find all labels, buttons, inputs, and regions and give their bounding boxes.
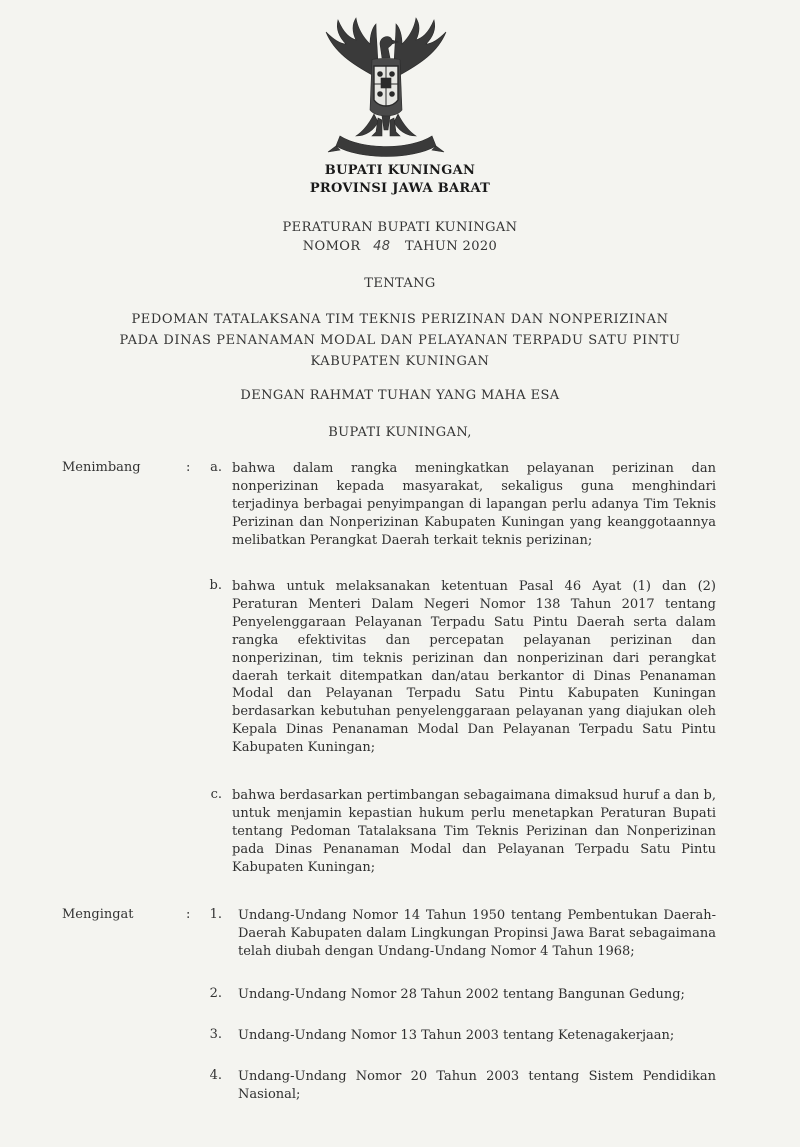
mengingat-colon: : [186, 907, 191, 922]
mengingat-item-1: Undang-Undang Nomor 14 Tahun 1950 tentang Pembentukan Daerah-Daerah Kabupaten dalam Lingkungan Propinsi Jawa Barat sebagaimana telah diubah dengan Undang-Undang Nomor 4 Tahun 1968; [238, 908, 716, 959]
about-heading: TENTANG [364, 276, 436, 291]
authority-heading: BUPATI KUNINGAN [324, 163, 476, 178]
mengingat-label: Mengingat [62, 907, 134, 922]
menimbang-item-a: bahwa dalam rangka meningkatkan pelayanan perizinan dan nonperizinan kepada masyarakat, sekaligus guna menghindari terjadinya berbagai penyimpangan di lapangan perlu adanya Tim Teknis Perizinan dan Nonperizinan Kabupaten Kuningan yang keanggotaannya melibatkan Perangkat Daerah terkait teknis perizinan; [232, 461, 716, 548]
mengingat-item-4: Undang-Undang Nomor 20 Tahun 2003 tentang Sistem Pendidikan Nasional; [238, 1069, 716, 1102]
menimbang-label: Menimbang [62, 460, 141, 475]
authority-comma-line: BUPATI KUNINGAN, [328, 425, 472, 440]
mengingat-mark-3: 3. [209, 1027, 222, 1042]
mengingat-mark-4: 4. [209, 1068, 222, 1083]
handwritten-number: 48 [373, 239, 391, 254]
menimbang-mark-b: b. [209, 578, 222, 593]
mengingat-item-2: Undang-Undang Nomor 28 Tahun 2002 tentang Bangunan Gedung; [238, 987, 685, 1002]
mengingat-item-3: Undang-Undang Nomor 13 Tahun 2003 tentang Ketenagakerjaan; [238, 1028, 675, 1043]
menimbang-colon: : [186, 460, 191, 475]
blessing-line: DENGAN RAHMAT TUHAN YANG MAHA ESA [240, 388, 560, 403]
menimbang-item-b: bahwa untuk melaksanakan ketentuan Pasal 46 Ayat (1) dan (2) Peraturan Menteri Dalam Negeri Nomor 138 Tahun 2017 tentang Penyelenggaraan Pelayanan Terpadu Satu Pintu Daerah serta dalam rangka efektivitas dan percepatan pelayanan perizinan dan nonperizinan, tim teknis perizinan dan nonperizinan dari perangkat daerah terkait ditempatkan dan/atau berkantor di Dinas Penanaman Modal dan Pelayanan Terpadu Satu Pintu Kabupaten Kuningan berdasarkan kebutuhan penyelenggaraan pelayanan yang diajukan oleh Kepala Dinas Penanaman Modal Dan Pelayanan Terpadu Satu Pintu Kabupaten Kuningan; [232, 579, 716, 756]
regulation-title-line-2: PADA DINAS PENANAMAN MODAL DAN PELAYANAN TERPADU SATU PINTU [119, 333, 681, 348]
mengingat-mark-2: 2. [209, 986, 222, 1001]
menimbang-item-c: bahwa berdasarkan pertimbangan sebagaimana dimaksud huruf a dan b, untuk menjamin kepastian hukum perlu menetapkan Peraturan Bupati tentang Pedoman Tatalaksana Tim Teknis Perizinan dan Nonperizinan pada Dinas Penanaman Modal dan Pelayanan Terpadu Satu Pintu Kabupaten Kuningan; [232, 788, 716, 875]
menimbang-mark-c: c. [210, 787, 222, 802]
menimbang-mark-a: a. [210, 460, 222, 475]
regulation-heading: PERATURAN BUPATI KUNINGAN [282, 220, 518, 235]
number-suffix: TAHUN 2020 [405, 239, 498, 254]
regulation-title-line-3: KABUPATEN KUNINGAN [310, 354, 490, 369]
number-prefix: NOMOR [302, 239, 361, 254]
regulation-title-line-1: PEDOMAN TATALAKSANA TIM TEKNIS PERIZINAN DAN NONPERIZINAN [131, 312, 669, 327]
garuda-emblem-icon [312, 14, 460, 164]
regulation-number [0, 239, 800, 254]
province-heading: PROVINSI JAWA BARAT [309, 181, 491, 196]
mengingat-mark-1: 1. [209, 907, 222, 922]
